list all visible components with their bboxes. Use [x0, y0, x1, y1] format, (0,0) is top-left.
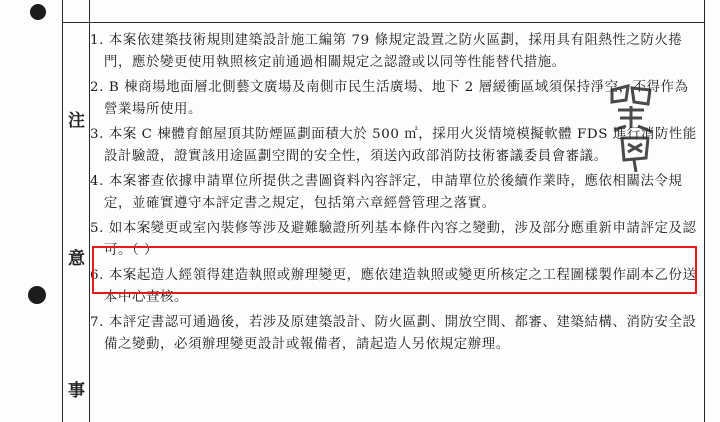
note-item-6: 6. 本案起造人經領得建造執照或辦理變更，應依建造執照或變更所核定之工程圖樣製作副本乙份送本中心查核。: [90, 268, 697, 305]
table-right-border: [704, 0, 705, 422]
note-item-1: 1. 本案依建築技術規則建築設計施工編第 79 條規定設置之防火區劃，採用具有阻熱性之防火捲門，應於變更使用執照核定前通過相關規定之認證或以同等性能替代措施。: [90, 33, 683, 70]
binder-hole-bottom: [28, 286, 46, 304]
side-label-char-1: 注: [68, 111, 85, 131]
note-item-2: 2. B 棟商場地面層北側藝文廣場及南側市民生活廣場、地下 2 層緩衝區域須保持淨空，不得作為營業場所使用。: [90, 80, 689, 117]
binder-hole-top: [30, 4, 46, 20]
side-label-char-2: 意: [68, 249, 85, 269]
binder-margin: [0, 0, 60, 422]
side-label-char-3: 事: [68, 381, 85, 401]
note-item-4: 4. 本案審查依據申請單位所提供之書圖資料內容評定，申請單位於後續作業時，應依相關法令規定，並確實遵守本評定書之規定，包括第六章經營管理之落實。: [90, 174, 683, 211]
note-item-5: 5. 如本案變更或室內裝修等涉及避難驗證所列基本條件內容之變動，涉及部分應重新申請評定及認可。（ ）: [90, 221, 697, 258]
highlight-box: [92, 246, 697, 294]
note-item-7: 7. 本評定書認可通過後，若涉及原建築設計、防火區劃、開放空間、都審、建築結構、消防安全設備之變動，必須辦理變更設計或報備者，請起造人另依規定辦理。: [90, 315, 697, 352]
table-left-border: [62, 0, 63, 422]
table-top-rule: [62, 22, 705, 23]
note-item-3: 3. 本案 C 棟體育館屋頂其防煙區劃面積大於 500 ㎡，採用火災情境模擬軟體 FDS 進行消防性能設計驗證，證實該用途區劃空間的安全性，須送內政部消防技術審議委員會審議。: [90, 127, 697, 164]
notes-list: [90, 28, 700, 359]
